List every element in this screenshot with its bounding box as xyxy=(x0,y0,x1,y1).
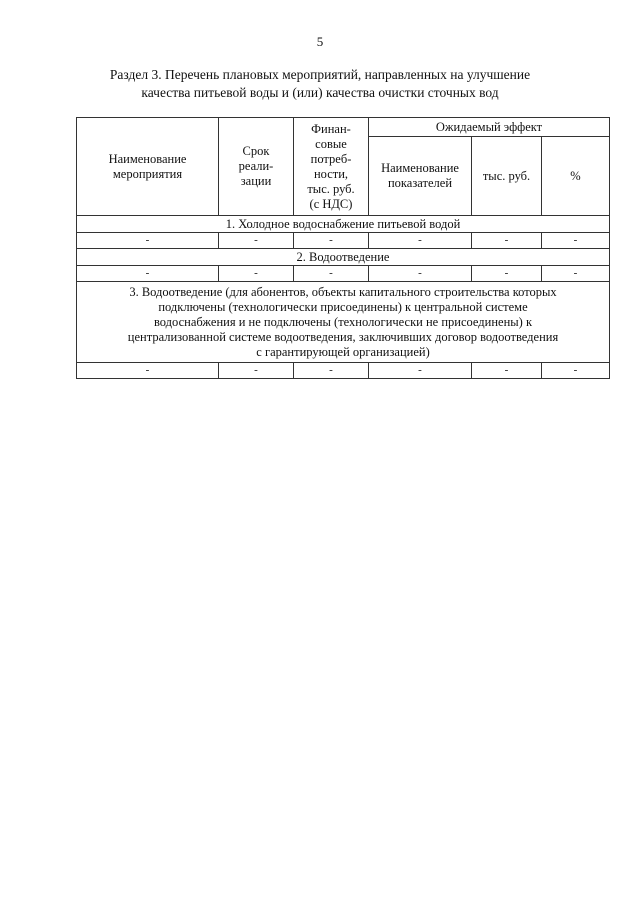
cell: - xyxy=(219,233,294,249)
cell: - xyxy=(219,266,294,282)
section-3-title: 3. Водоотведение (для абонентов, объекты капитального строительства которых подключены (технологически присоединены) к центральной системе водоснабжения и не подключены (технологически не присоединены) к централизованной системе водоотведения, заключивших договор водоотведения с гарантирующей организацией) xyxy=(77,282,610,363)
header-indicator-name: Наименование показателей xyxy=(369,137,472,216)
table-row xyxy=(77,363,610,379)
measures-table xyxy=(76,117,610,379)
section-title xyxy=(60,66,580,102)
cell: - xyxy=(542,266,610,282)
header-effect-percent: % xyxy=(542,137,610,216)
header-row-top xyxy=(77,118,610,137)
cell: - xyxy=(77,363,219,379)
section-title-line-1: Раздел 3. Перечень плановых мероприятий, направленных на улучшение xyxy=(109,67,531,82)
cell: - xyxy=(77,233,219,249)
cell: - xyxy=(472,266,542,282)
cell: - xyxy=(219,363,294,379)
cell: - xyxy=(369,363,472,379)
cell: - xyxy=(542,363,610,379)
table-row xyxy=(77,233,610,249)
section-row-3 xyxy=(77,282,610,363)
section-1-title: 1. Холодное водоснабжение питьевой водой xyxy=(77,216,610,233)
section-title-line-2: качества питьевой воды и (или) качества очистки сточных вод xyxy=(141,85,499,100)
cell: - xyxy=(472,363,542,379)
header-effect-rub: тыс. руб. xyxy=(472,137,542,216)
cell: - xyxy=(294,233,369,249)
cell: - xyxy=(77,266,219,282)
cell: - xyxy=(369,233,472,249)
cell: - xyxy=(369,266,472,282)
table-row xyxy=(77,266,610,282)
cell: - xyxy=(294,266,369,282)
cell: - xyxy=(542,233,610,249)
header-term: Срок реали- зации xyxy=(219,118,294,216)
header-measure-name: Наименование мероприятия xyxy=(77,118,219,216)
section-row-2 xyxy=(77,249,610,266)
section-row-1 xyxy=(77,216,610,233)
header-expected-effect: Ожидаемый эффект xyxy=(369,118,610,137)
cell: - xyxy=(294,363,369,379)
header-financing: Финан- совые потреб- ности, тыс. руб. (с НДС) xyxy=(294,118,369,216)
section-2-title: 2. Водоотведение xyxy=(77,249,610,266)
page-number: 5 xyxy=(316,34,324,49)
cell: - xyxy=(472,233,542,249)
